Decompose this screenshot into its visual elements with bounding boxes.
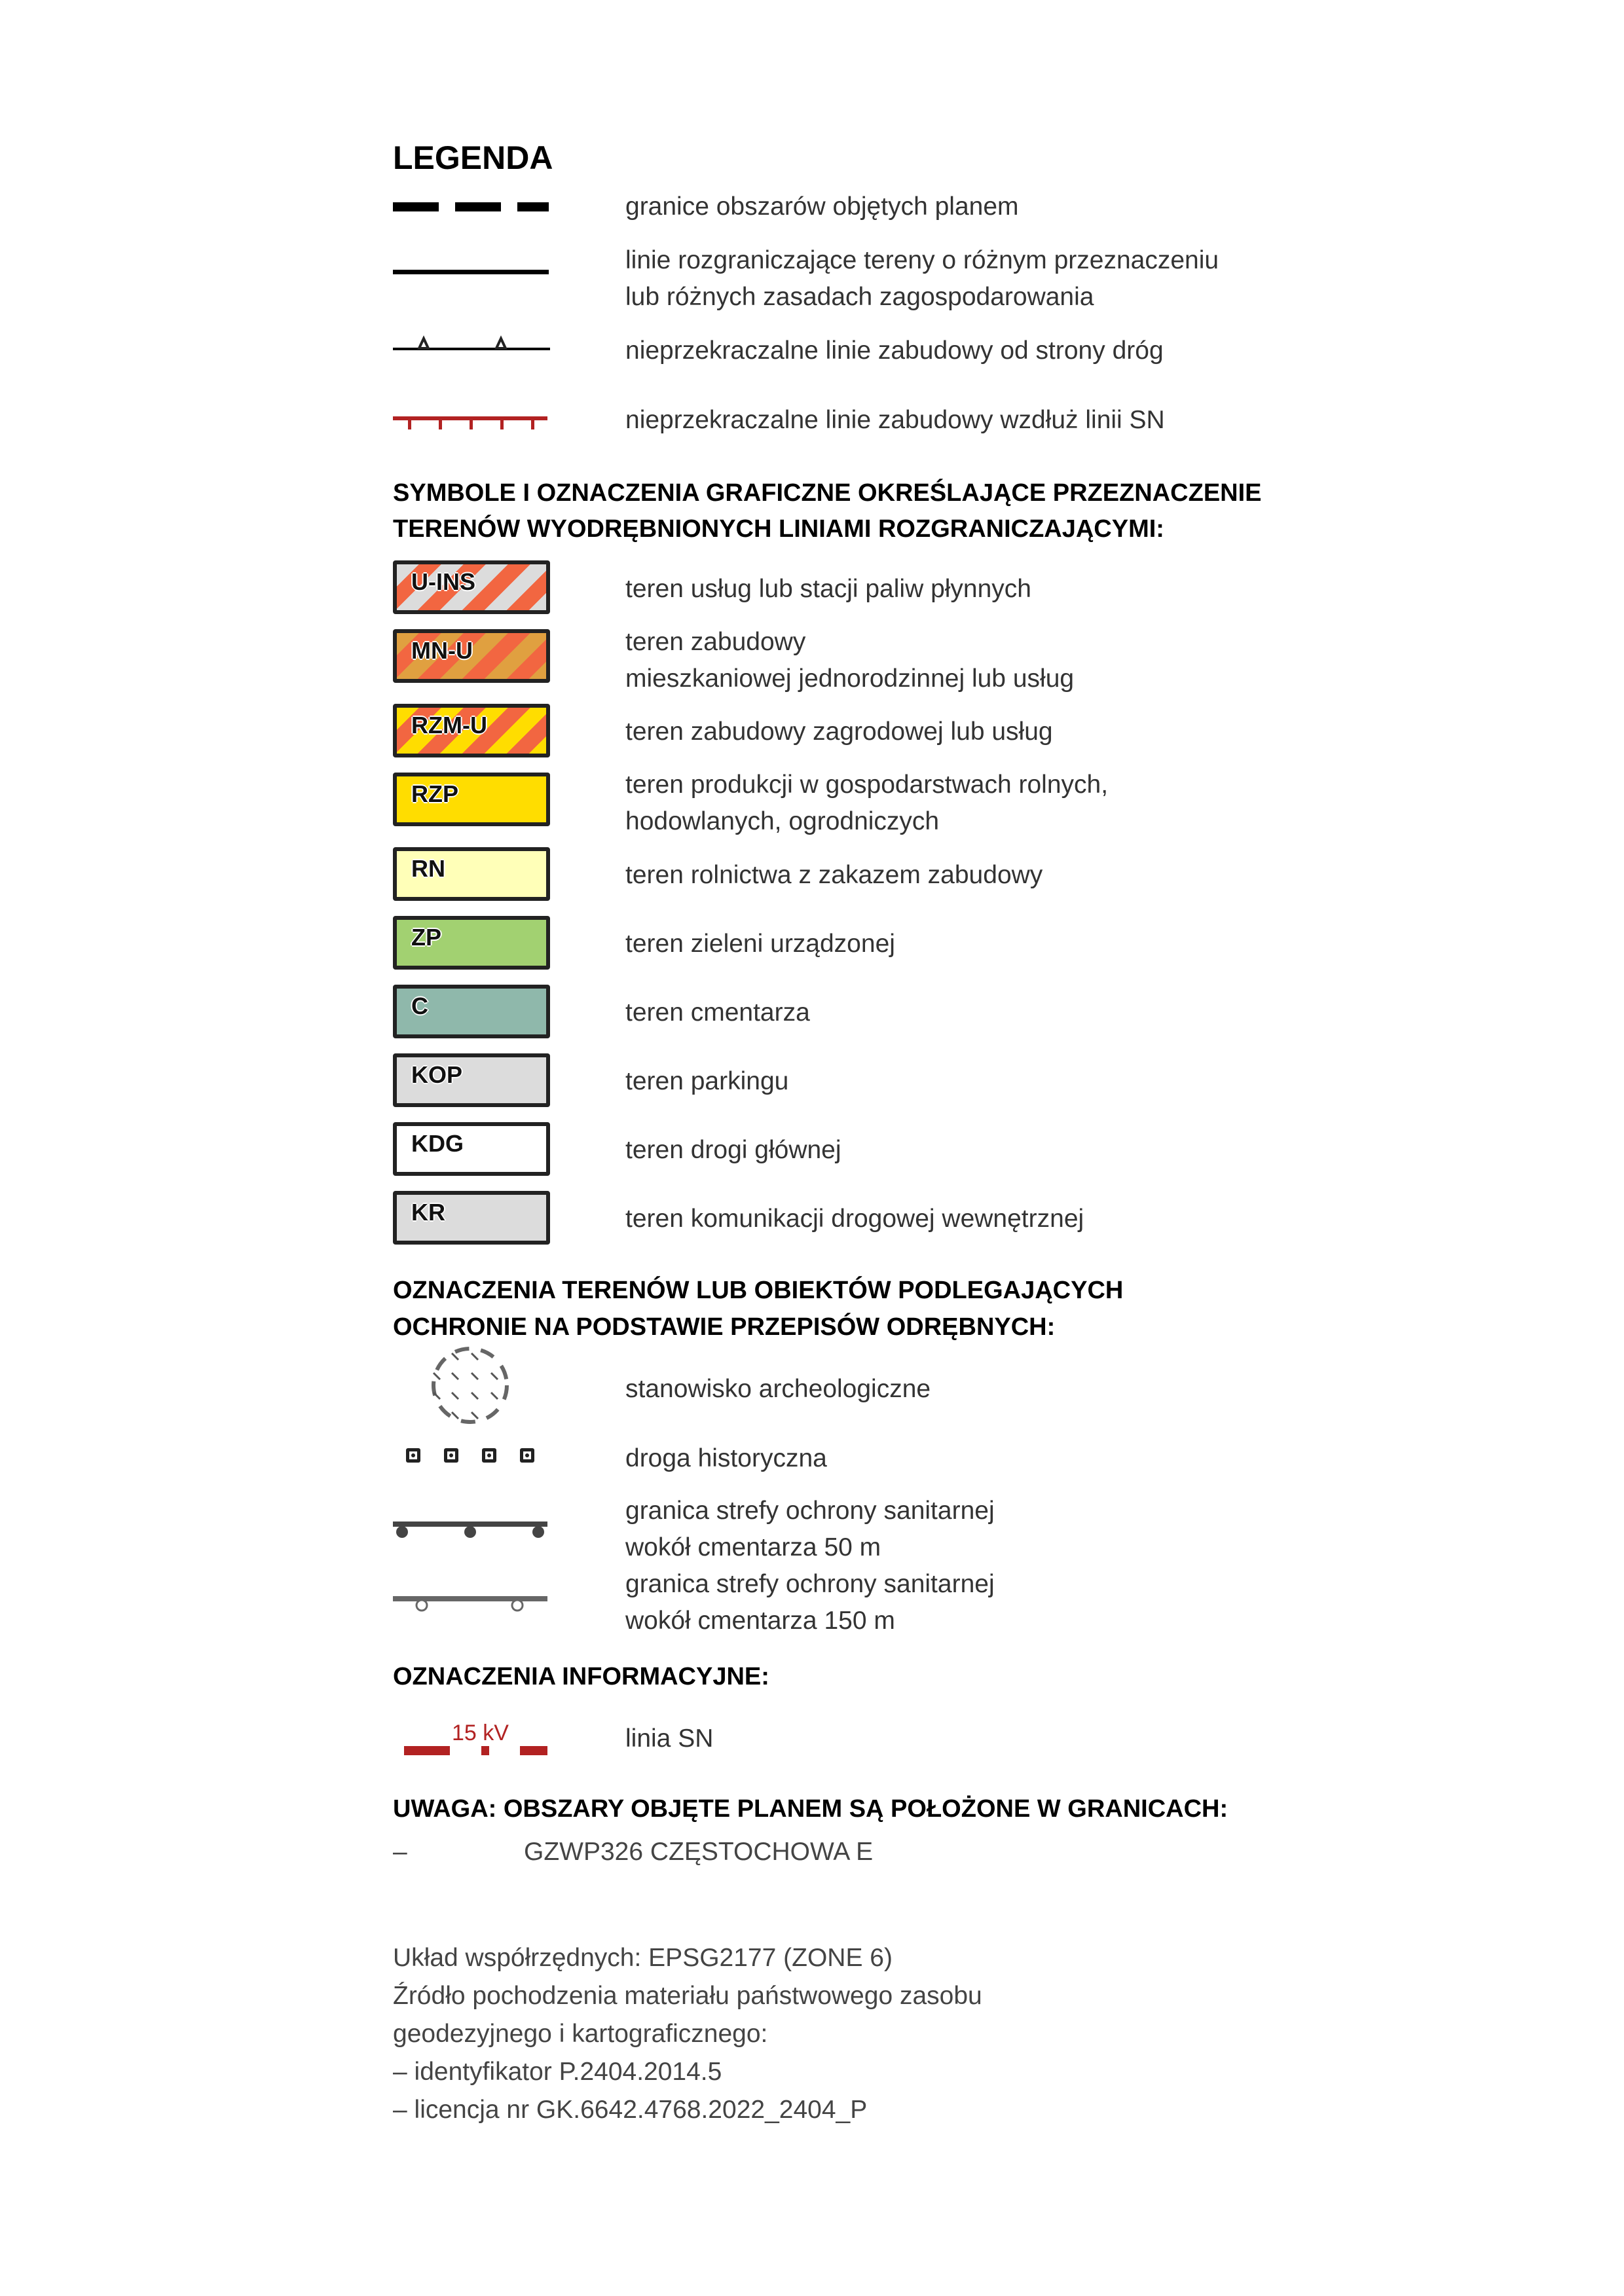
zone-swatch-c [393, 985, 550, 1038]
zone-swatch-mn-u [393, 629, 550, 683]
zone-desc: teren cmentarza [625, 998, 810, 1027]
footer-line: geodezyjnego i kartograficznego: [393, 2020, 768, 2048]
solid-line-icon [393, 268, 550, 276]
zone-swatch-rn [393, 847, 550, 901]
zone-desc: teren komunikacji drogowej wewnętrznej [625, 1205, 1084, 1233]
legend-line-desc: lub różnych zasadach zagospodarowania [625, 283, 1094, 311]
zone-code: RZP [411, 780, 458, 807]
zone-code: RZM-U [411, 712, 487, 738]
zone-code: KR [411, 1199, 445, 1226]
note-value: GZWP326 CZĘSTOCHOWA E [524, 1838, 874, 1866]
zone-code: KDG [411, 1130, 464, 1157]
zone-desc: teren rolnictwa z zakazem zabudowy [625, 861, 1043, 889]
section-heading: TERENÓW WYODRĘBNIONYCH LINIAMI ROZGRANICZAJĄCYMI: [393, 515, 1164, 543]
zone-swatch-rzp [393, 773, 550, 826]
sanitary-zone-150-icon [393, 1594, 550, 1620]
legend-line-desc: nieprzekraczalne linie zabudowy wzdłuż linii SN [625, 406, 1165, 434]
footer-line: – identyfikator P.2404.2014.5 [393, 2058, 722, 2086]
zone-desc: teren produkcji w gospodarstwach rolnych, [625, 771, 1109, 799]
info-desc: linia SN [625, 1724, 714, 1753]
footer-line: – licencja nr GK.6642.4768.2022_2404_P [393, 2096, 868, 2124]
zone-desc: teren drogi głównej [625, 1136, 841, 1164]
archaeological-site-icon [426, 1343, 517, 1429]
zone-desc: teren parkingu [625, 1067, 789, 1095]
protection-desc: granica strefy ochrony sanitarnej [625, 1497, 995, 1525]
zone-swatch-kr [393, 1191, 550, 1245]
zone-desc: hodowlanych, ogrodniczych [625, 807, 940, 835]
legend-line-desc: linie rozgraniczające tereny o różnym przeznaczeniu [625, 246, 1219, 274]
zone-code: MN-U [411, 637, 473, 664]
protection-desc: stanowisko archeologiczne [625, 1375, 931, 1403]
zone-swatch-rzm-u [393, 704, 550, 757]
section-heading: SYMBOLE I OZNACZENIA GRAFICZNE OKREŚLAJĄCE PRZEZNACZENIE [393, 479, 1262, 507]
zone-code: KOP [411, 1061, 463, 1088]
sn-voltage-label: 15 kV [452, 1721, 509, 1745]
section-heading: OZNACZENIA INFORMACYJNE: [393, 1663, 769, 1690]
triangle-building-line-icon [393, 334, 550, 354]
zone-code: C [411, 993, 428, 1019]
zone-swatch-kop [393, 1053, 550, 1107]
zone-desc: teren usług lub stacji paliw płynnych [625, 575, 1032, 603]
zone-code: RN [411, 855, 445, 882]
legend-line-desc: nieprzekraczalne linie zabudowy od strony dróg [625, 337, 1164, 365]
section-heading: OZNACZENIA TERENÓW LUB OBIEKTÓW PODLEGAJĄCYCH [393, 1277, 1124, 1304]
protection-desc: wokół cmentarza 150 m [625, 1607, 895, 1635]
zone-desc: teren zieleni urządzonej [625, 930, 895, 958]
zone-desc: teren zabudowy zagrodowej lub usług [625, 718, 1053, 746]
zone-code: U-INS [411, 568, 475, 595]
note-heading: UWAGA: OBSZARY OBJĘTE PLANEM SĄ POŁOŻONE W GRANICACH: [393, 1795, 1228, 1823]
footer-line: Źródło pochodzenia materiału państwowego zasobu [393, 1982, 982, 2010]
legend-title: LEGENDA [393, 139, 553, 176]
zone-swatch-kdg [393, 1122, 550, 1176]
red-tick-line-icon [393, 411, 550, 431]
zone-desc: teren zabudowy [625, 628, 806, 656]
sanitary-zone-50-icon [393, 1519, 550, 1545]
section-heading: OCHRONIE NA PODSTAWIE PRZEPISÓW ODRĘBNYCH: [393, 1313, 1056, 1341]
zone-desc: mieszkaniowej jednorodzinnej lub usług [625, 665, 1075, 693]
zone-swatch-u-ins [393, 560, 550, 614]
protection-desc: wokół cmentarza 50 m [625, 1533, 881, 1561]
note-dash: – [393, 1838, 407, 1866]
legend-line-desc: granice obszarów objętych planem [625, 192, 1019, 221]
zone-swatch-zp [393, 916, 550, 970]
footer-line: Układ współrzędnych: EPSG2177 (ZONE 6) [393, 1944, 893, 1972]
protection-desc: droga historyczna [625, 1444, 827, 1472]
sn-line-icon [393, 1745, 550, 1758]
protection-desc: granica strefy ochrony sanitarnej [625, 1570, 995, 1598]
historic-road-icon [406, 1447, 544, 1465]
zone-code: ZP [411, 924, 442, 951]
dashed-boundary-icon [393, 200, 550, 213]
